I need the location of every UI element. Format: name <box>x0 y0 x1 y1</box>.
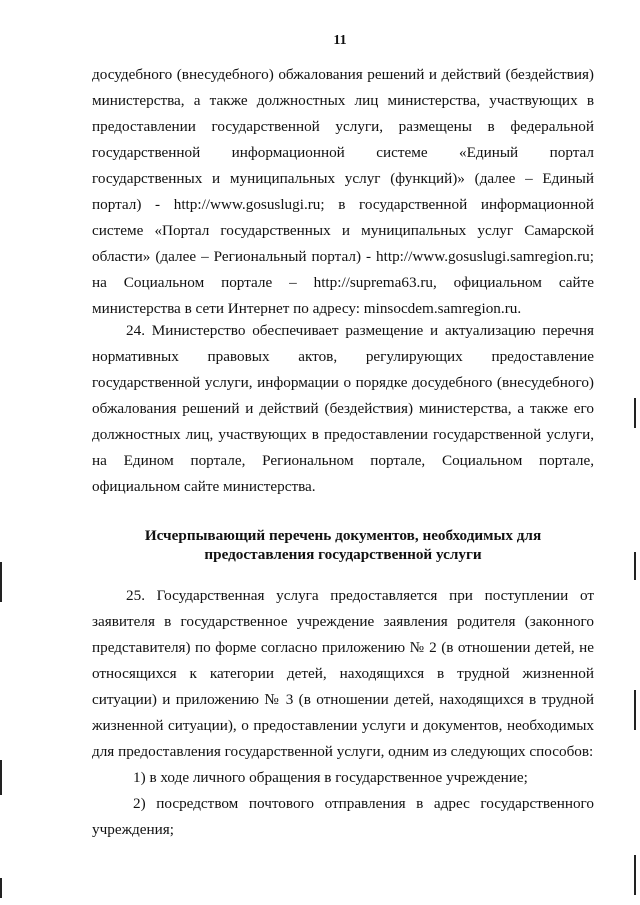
text-line: обжалования решений и действий (бездействия) министерства, а также его <box>92 400 594 417</box>
text-line: государственных и муниципальных услуг (функций)» (далее – Единый <box>92 170 594 187</box>
text-line: государственной услуги, информации о порядке досудебного (внесудебного) <box>92 374 594 391</box>
section-heading <box>92 526 594 564</box>
text-line: официальном сайте министерства. <box>92 478 316 495</box>
text-line: на Едином портале, Региональном портале, Социальном портале, <box>92 452 594 469</box>
scan-artifact <box>634 552 636 580</box>
list-item: 1) в ходе личного обращения в государственное учреждение; <box>133 769 528 786</box>
text-line: на Социальном портале – http://suprema63.ru, официальном сайте <box>92 274 594 291</box>
heading-line: Исчерпывающий перечень документов, необходимых для <box>144 527 542 544</box>
page-number: 11 <box>333 33 347 48</box>
text-line: должностных лиц, участвующих в предоставлении государственной услуги, <box>92 426 594 443</box>
scan-artifact <box>634 690 636 730</box>
text-line: ситуации) и приложению № 3 (в отношении детей, находящихся в трудной <box>92 691 594 708</box>
text-line: 25. Государственная услуга предоставляется при поступлении от <box>126 587 594 604</box>
heading-line: предоставления государственной услуги <box>204 546 482 563</box>
text-line: министерства, а также должностных лиц министерства, участвующих в <box>92 92 594 109</box>
scan-artifact <box>634 398 636 428</box>
text-line: предоставлении государственной услуги, размещены в федеральной <box>92 118 594 135</box>
text-line: учреждения; <box>92 821 174 838</box>
scan-artifact <box>0 760 2 795</box>
scan-artifact <box>0 562 2 602</box>
scan-artifact <box>0 878 2 898</box>
paragraph-24 <box>92 318 594 500</box>
list-item: 2) посредством почтового отправления в адрес государственного <box>133 795 594 812</box>
text-line: заявителя в государственное учреждение заявления родителя (законного <box>92 613 594 630</box>
text-line: жизненной ситуации), о предоставлении услуги и документов, необходимых <box>92 717 594 734</box>
text-line: для предоставления государственной услуги, одним из следующих способов: <box>92 743 594 760</box>
paragraph-25 <box>92 583 594 843</box>
scan-artifact <box>634 855 636 895</box>
text-line: области» (далее – Региональный портал) - http://www.gosuslugi.samregion.ru; <box>92 248 594 265</box>
text-line: портал) - http://www.gosuslugi.ru; в государственной информационной <box>92 196 594 213</box>
text-line: системе «Портал государственных и муниципальных услуг Самарской <box>92 222 594 239</box>
text-line: министерства в сети Интернет по адресу: minsocdem.samregion.ru. <box>92 300 522 317</box>
text-line: досудебного (внесудебного) обжалования решений и действий (бездействия) <box>92 66 594 83</box>
text-line: государственной информационной системе «Единый портал <box>92 144 594 161</box>
text-line: 24. Министерство обеспечивает размещение и актуализацию перечня <box>126 322 594 339</box>
text-line: относящихся к категории детей, находящихся в трудной жизненной <box>92 665 594 682</box>
text-line: представителя) по форме согласно приложению № 2 (в отношении детей, не <box>92 639 594 656</box>
text-line: нормативных правовых актов, регулирующих предоставление <box>92 348 594 365</box>
paragraph-publication-info <box>92 62 594 322</box>
